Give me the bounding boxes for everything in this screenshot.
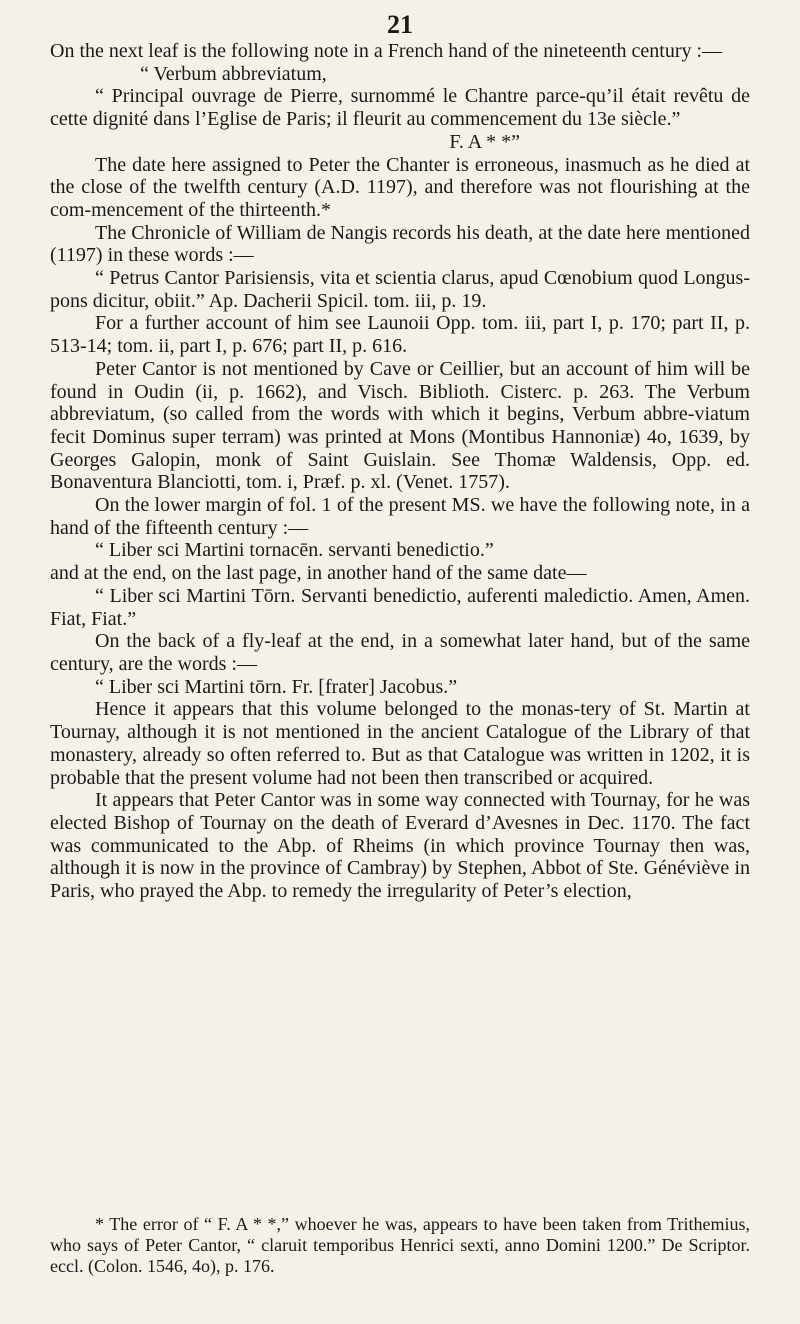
- page-number: 21: [387, 10, 413, 39]
- paragraph: and at the end, on the last page, in another hand of the same date—: [50, 562, 587, 585]
- paragraph: Hence it appears that this volume belonged to the monas-tery of St. Martin at Tournay, although it is not mentioned in the ancient Catalogue of the Library of that monastery, already so often referred to. But as that Catalogue was written in 1202, it is probable that the present volume had not been then transcribed or acquired.: [50, 698, 750, 789]
- paragraph: On the back of a fly-leaf at the end, in a somewhat later hand, but of the same century, are the words :—: [50, 630, 750, 675]
- paragraph: The date here assigned to Peter the Chanter is erroneous, inasmuch as he died at the close of the twelfth century (A.D. 1197), and therefore was not flourishing at the com-mencement of the thirteenth.*: [50, 153, 750, 221]
- latin-quote: “ Liber sci Martini Tōrn. Servanti benedictio, auferenti maledictio. Amen, Amen. Fiat, Fiat.”: [50, 584, 750, 630]
- paragraph: The Chronicle of William de Nangis records his death, at the date here mentioned (1197) in these words :—: [50, 221, 750, 267]
- latin-quote: “ Liber sci Martini tornacēn. servanti benedictio.”: [95, 539, 494, 562]
- quote-heading: “ Verbum abbreviatum,: [140, 62, 327, 85]
- paragraph: For a further account of him see Launoii Opp. tom. iii, part I, p. 170; part II, p. 513-14; tom. ii, part I, p. 676; part II, p. 616.: [50, 312, 750, 358]
- paragraph: It appears that Peter Cantor was in some way connected with Tournay, for he was elected Bishop of Tournay on the death of Everard d’Avesnes in Dec. 1170. The fact was communicated to the Abp. of Rheims (in which province Tournay then was, although it is now in the province of Cambray) by Stephen, Abbot of Ste. Généviève in Paris, who prayed the Abp. to remedy the irregularity of Peter’s election,: [50, 789, 750, 903]
- french-quote: “ Principal ouvrage de Pierre, surnommé le Chantre parce-qu’il était revêtu de cette dignité dans l’Eglise de Paris; il fleurit au commencement du 13e siècle.”: [50, 85, 750, 131]
- footnote-text: * The error of “ F. A * *,” whoever he was, appears to have been taken from Trithemius, who says of Peter Cantor, “ claruit temporibus Henrici sexti, anno Domini 1200.” De Scriptor. eccl. (Colon. 1546, 4o), p. 176.: [50, 1214, 750, 1276]
- latin-quote: “ Liber sci Martini tōrn. Fr. [frater] Jacobus.”: [95, 675, 458, 698]
- body-text: [50, 40, 750, 903]
- paragraph: Peter Cantor is not mentioned by Cave or Ceillier, but an account of him will be found in Oudin (ii, p. 1662), and Visch. Biblioth. Cisterc. p. 263. The Verbum abbreviatum, (so called from the words with which it begins, Verbum abbre-viatum fecit Dominus super terram) was printed at Mons (Montibus Hannoniæ) 4o, 1639, by Georges Galopin, monk of Saint Guislain. See Thomæ Waldensis, Opp. ed. Bonaventura Blanciotti, tom. i, Præf. p. xl. (Venet. 1757).: [50, 357, 750, 494]
- paragraph: On the lower margin of fol. 1 of the present MS. we have the following note, in a hand of the fifteenth century :—: [50, 494, 750, 539]
- quote-signature: F. A * *”: [449, 130, 520, 153]
- paragraph: On the next leaf is the following note in a French hand of the nineteenth century :—: [50, 40, 723, 62]
- footnote: [50, 1214, 750, 1277]
- latin-quote: “ Petrus Cantor Parisiensis, vita et scientia clarus, apud Cœnobium quod Longus-pons dicitur, obiit.” Ap. Dacherii Spicil. tom. iii, p. 19.: [50, 267, 750, 312]
